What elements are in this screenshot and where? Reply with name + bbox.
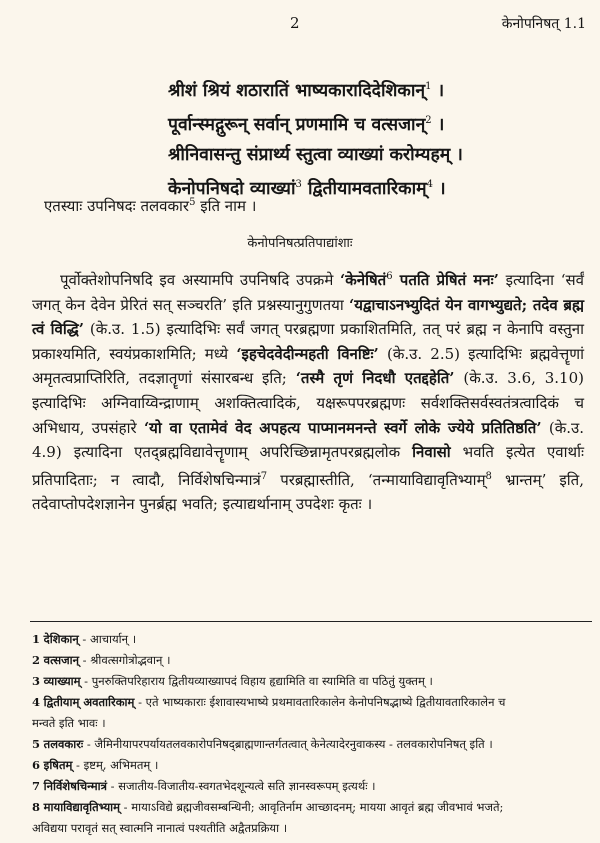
footnote: 5 तलवकारः - जैमिनीयापरपर्यायतलवकारोपनिषद्ब्राह्मणान्तर्गतत्वात् केनेत्यादेरनुवाकस्य - तलवकारोपनिषत् इति । <box>32 737 493 751</box>
footnote: 3 व्याख्याम् - पुनरुक्तिपरिहाराय द्वितीयव्याख्यापदं विहाय हृद्यामिति वा स्यामिति वा पठितुं युक्तम् । <box>32 674 433 688</box>
intro-line: एतस्याः उपनिषदः तलवकार$^5$ इति नाम । <box>44 197 257 215</box>
footnote: 8 मायाविद्यावृतिभ्याम् - मायाऽविद्ये ब्रह्मजीवसम्बन्धिनी; आवृतिर्नाम आच्छादनम्; मायया आवृतं ब्रह्म जीवभावं भजते; <box>32 800 504 814</box>
footnote: 6 इषितम् - इष्टम्, अभिमतम् । <box>32 758 159 772</box>
footnote: 4 द्वितीयाम् अवतारिकाम् - एते भाष्यकाराः ईशावास्यभाष्ये प्रथमावतारिकालेन केनोपनिषद्भाष्ये द्वितीयावतारिकालेन च <box>32 695 506 709</box>
verse-line: श्रीनिवासन्तु संप्रार्थ्य स्तुत्वा व्याख्यां करोम्यहम् । <box>168 144 463 165</box>
footnote: 2 वत्सजान् - श्रीवत्सगोत्रोद्भवान् । <box>32 653 171 667</box>
section-heading: केनोपनिषत्प्रतिपाद्यांशाः <box>247 236 353 251</box>
footnote: 7 निर्विशेषचिन्मात्रं - सजातीय-विजातीय-स्वगतभेदशून्यत्वे सति ज्ञानस्वरूपम् इत्यर्थः । <box>32 779 376 793</box>
verse-line: केनोपनिषदो व्याख्यां$^3$ द्वितीयामवतारिकाम्$^4$ । <box>168 178 446 199</box>
page-header <box>0 6 600 36</box>
invocation-verses <box>168 72 588 203</box>
running-head: केनोपनिषत् 1.1 <box>501 16 586 32</box>
footnote-continuation: अविद्यया परावृतं सत् स्वात्मनि नानात्वं पश्यतीति अद्वैतप्रक्रिया । <box>32 821 288 835</box>
page-number: 2 <box>290 14 300 32</box>
footnotes <box>32 629 592 839</box>
footnote-divider <box>30 621 592 622</box>
verse-line: पूर्वान्स्मद्गुरून् सर्वान् प्रणमामि च वत्सजान्$^2$ । <box>168 114 445 135</box>
body-paragraph: पूर्वोक्तेशोपनिषदि इव अस्यामपि उपनिषदि उपक्रमे ‘केनेषितं$^6$ पतति प्रेषितं मनः’ इत्यादिना ‘सर्वं जगत् केन देवेन प्रेरितं सत् सञ्चरति’ इति प्रश्नस्यानुगुणतया ‘यद्वाचाऽनभ्युदितं येन वागभ्युद्यते; तदेव ब्रह्म त्वं विद्धि’ (के.उ. 1.5) इत्यादिभिः सर्वं जगत् परब्रह्मणा प्रकाशितमिति, तत् परं ब्रह्म न केनापि वस्तुना प्रकाश्यमिति, स्वयंप्रकाशमिति; मध्ये ‘इहचेदवेदीन्महती विनष्टिः’ (के.उ. 2.5) इत्यादिभिः ब्रह्मवेत्तॄणां अमृतत्वप्राप्तिरिति, तदज्ञातॄणां संसारबन्ध इति; ‘तस्मै तृणं निदधौ एतद्दहेति’ (के.उ. 3.6, 3.10) इत्यादिभिः अग्निवाय्विन्द्राणाम् अशक्तित्वादिकं, यक्षरूपपरब्रह्मणः सर्वशक्तिसर्वस्वतंत्रत्वादिकं च अभिधाय, उपसंहारे ‘यो वा एतामेवं वेद अपहत्य पाप्मानमनन्ते स्वर्गे लोके ज्येये प्रतितिष्ठति’ (के.उ. 4.9) इत्यादिना एतद्ब्रह्मविद्यावेत्तॄणाम् अपरिच्छिन्नामृतपरब्रह्मलोक निवासो भवति इत्येत एवार्थाः प्रतिपादिताः; न त्वादौ, निर्विशेषचिन्मात्रं$^7$ परब्रह्मास्तीति, ‘तन्मायाविद्यावृतिभ्याम्$^8$ भ्रान्तम्’ इति, तदेवाप्तोपदेशज्ञानेन पुनर्ब्रह्म भवति; इत्याद्यर्थानाम् उपदेशः कृतः । <box>32 271 585 514</box>
footnote: 1 देशिकान् - आचार्यान् । <box>32 632 137 646</box>
verse-line: श्रीशं श्रियं शठारातिं भाष्यकारादिदेशिकान्$^1$ । <box>168 80 445 101</box>
footnote-continuation: मन्वते इति भावः । <box>32 716 106 730</box>
